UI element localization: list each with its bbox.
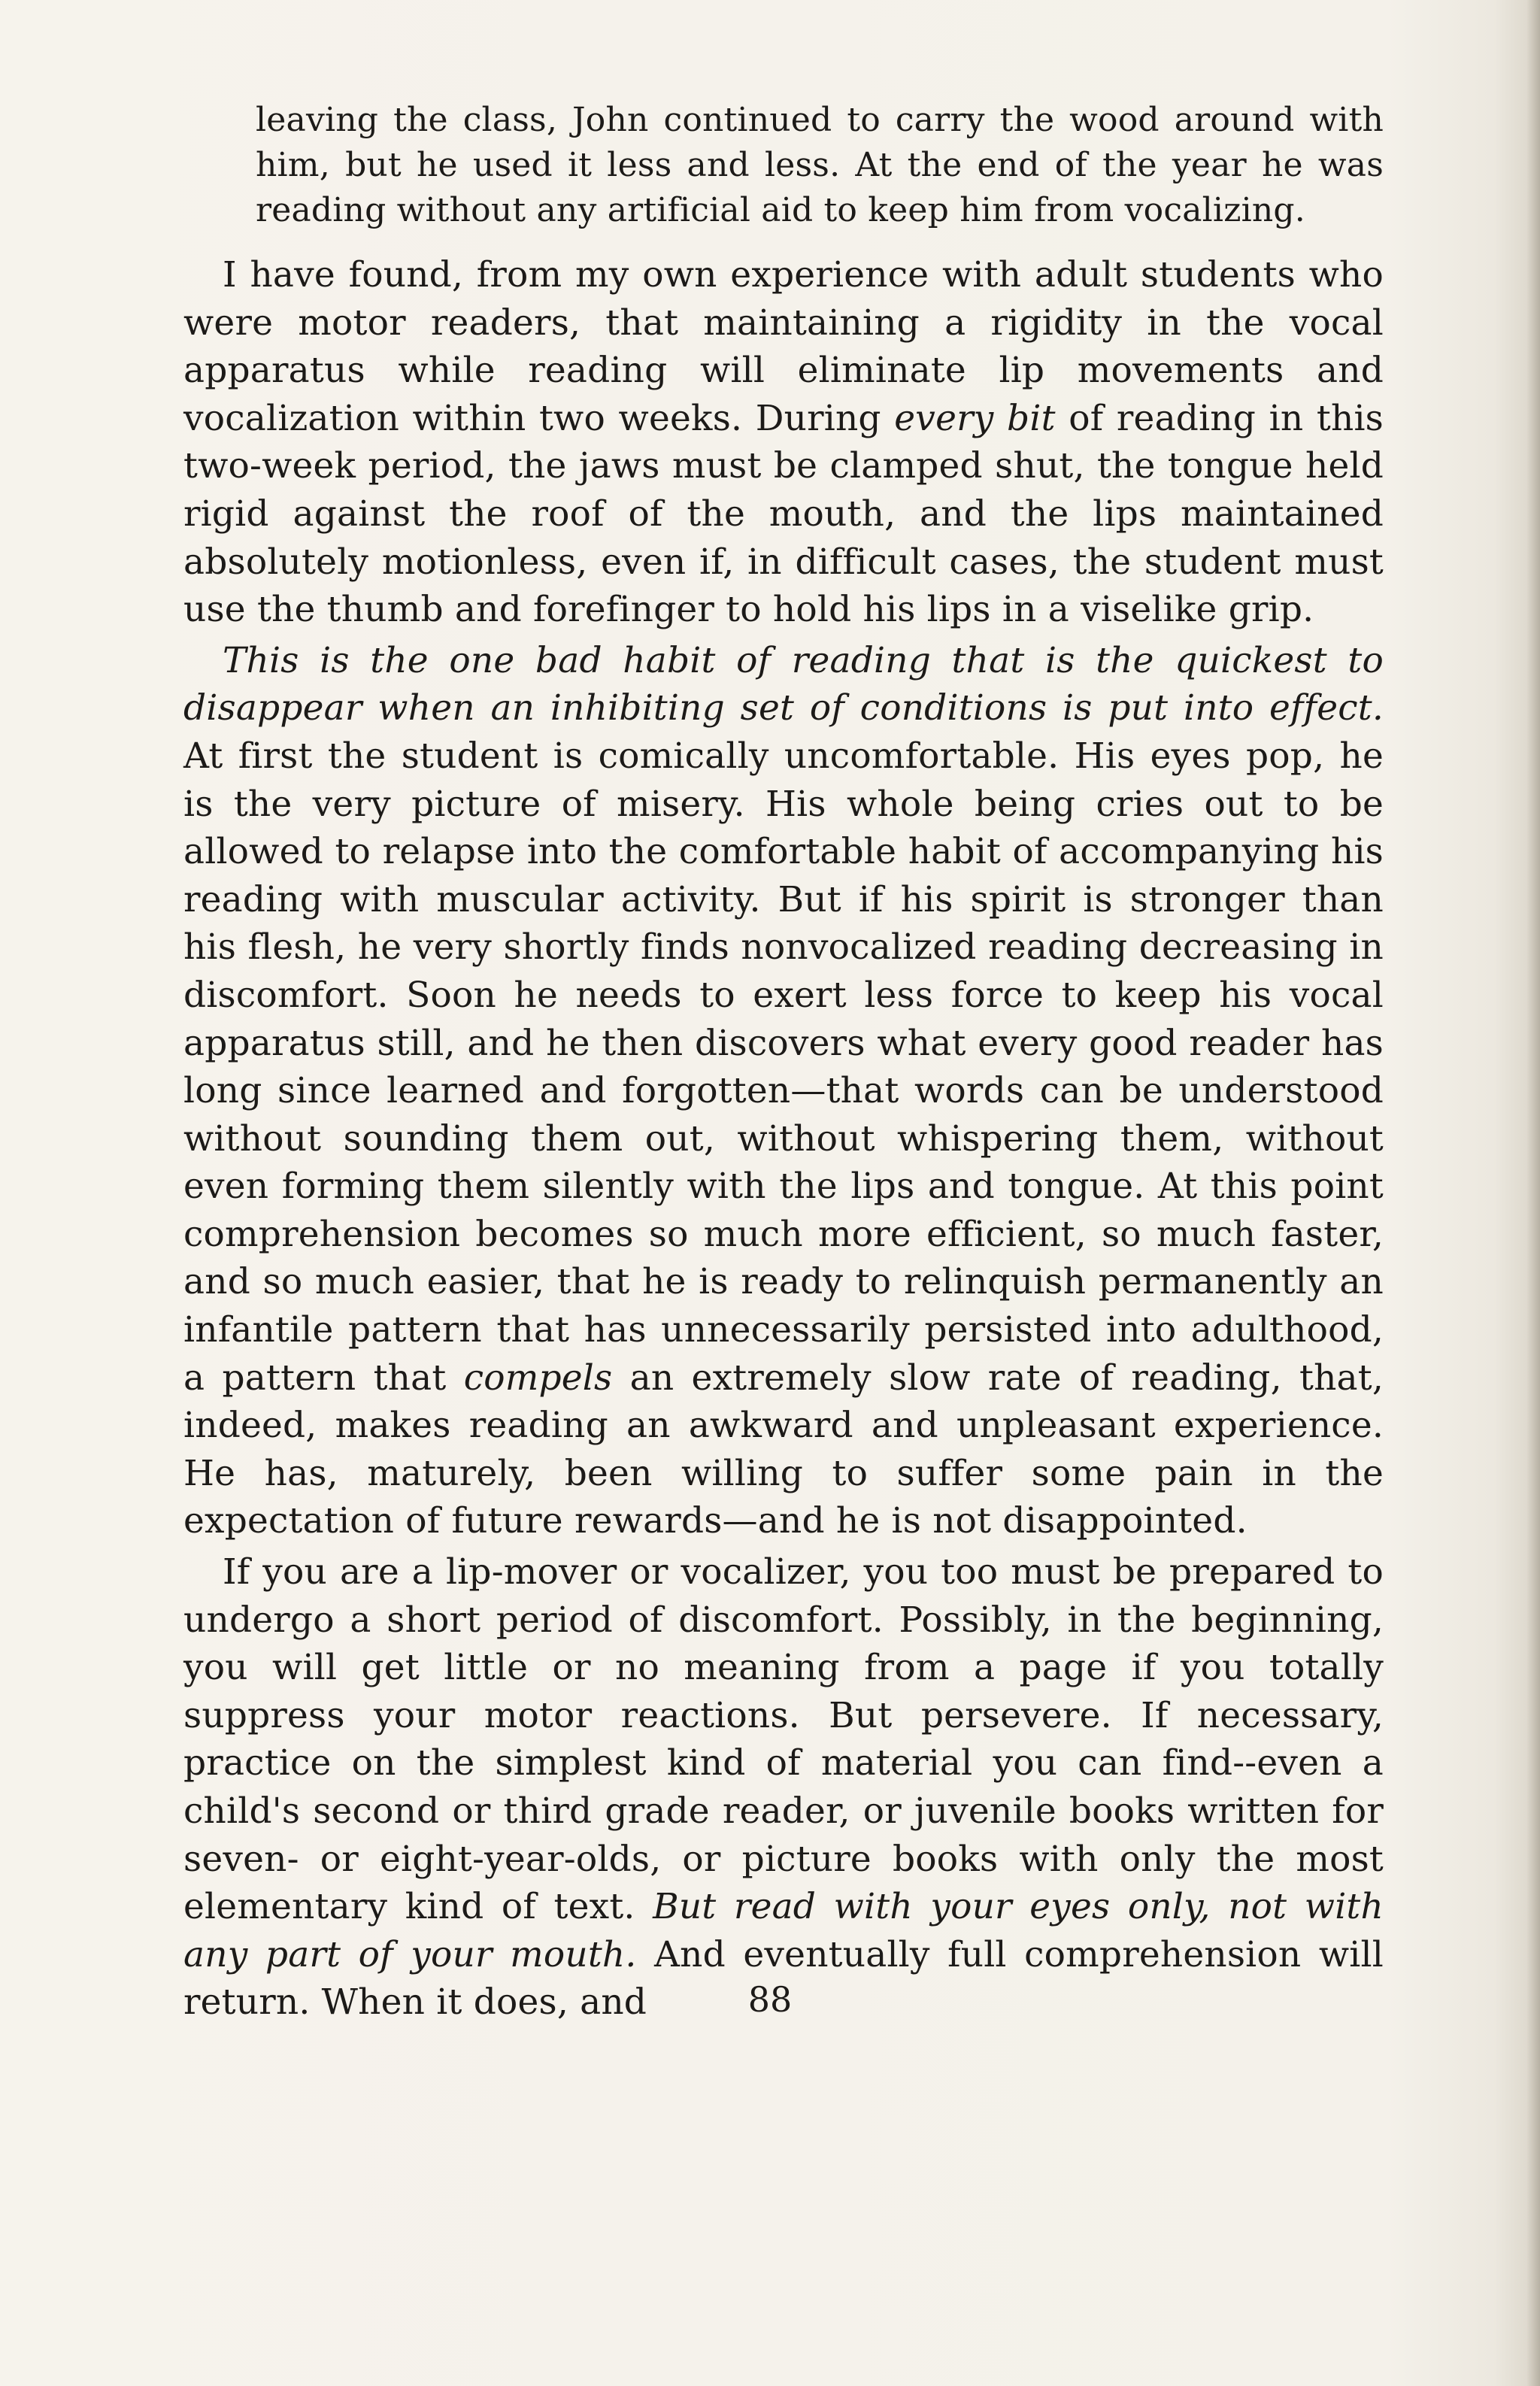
page-edge-shadow (1526, 0, 1540, 2386)
para2-text-b: of reading in this two-week period, the jaws must be clamped shut, the tongue held rigid against the roof of the mouth, and the lips maintained absolutely motionless, even if, in difficult cases, the student must use the thumb and forefinger to hold his lips in a viselike grip. (183, 397, 1384, 631)
page-number: 88 (747, 1979, 793, 2020)
para2-text-a: I have found, from my own experience with adult students who were motor readers, that maintaining a rigidity in the vocal apparatus while reading will eliminate lip movements and vocalization within two weeks. During (183, 254, 1384, 439)
para4-text-b: And eventually full comprehension will return. When it does, and (183, 1933, 1384, 2024)
para3-italic-lead: This is the one bad habit of reading that is the quickest to disappear when an inhibiting set of conditions is put into effect. (183, 639, 1384, 729)
para2-italic-every-bit: every bit (894, 397, 1056, 439)
para4-italic-eyes-only: But read with your eyes only, not with any part of your mouth. (183, 1886, 1384, 1975)
para4-text-a: If you are a lip-mover or vocalizer, you too must be prepared to undergo a short period of discomfort. Possibly, in the beginning, you will get little or no meaning from a page if you totally suppress your motor reactions. But persevere. If necessary, practice on the simplest kind of material you can find--even a child's second or third grade reader, or juvenile books written for seven- or eight-year-olds, or picture books with only the most elementary kind of text. (183, 1551, 1384, 1928)
para3-text-b: an extremely slow rate of reading, that, indeed, makes reading an awkward and unpleasant experience. He has, maturely, been willing to suffer some pain in the expectation of future rewards—and he is not disappointed. (183, 1357, 1384, 1542)
lead-paragraph: leaving the class, John continued to carry the wood around with him, but he used it less and less. At the end of the year he was reading without any artificial aid to keep him from vocalizing. (256, 101, 1384, 229)
para3-text-a: At first the student is comically uncomfortable. His eyes pop, he is the very picture of misery. His whole being cries out to be allowed to relapse into the comfortable habit of accompanying his reading with muscular activity. But if his spirit is stronger than his flesh, he very shortly finds nonvocalized reading decreasing in discomfort. Soon he needs to exert less force to keep his vocal apparatus still, and he then discovers what every good reader has long since learned and forgotten—that words can be understood without sounding them out, without whispering them, without even forming them silently with the lips and tongue. At this point comprehension becomes so much more efficient, so much faster, and so much easier, that he is ready to relinquish permanently an infantile pattern that has unnecessarily persisted into adulthood, a pattern that (183, 735, 1384, 1399)
para3-italic-compels: compels (463, 1357, 613, 1399)
paragraph-motor-readers (183, 251, 1384, 634)
paragraph-bad-habit (183, 637, 1384, 1545)
paragraph-lip-mover (183, 1548, 1384, 2027)
body-text (183, 98, 1384, 2030)
